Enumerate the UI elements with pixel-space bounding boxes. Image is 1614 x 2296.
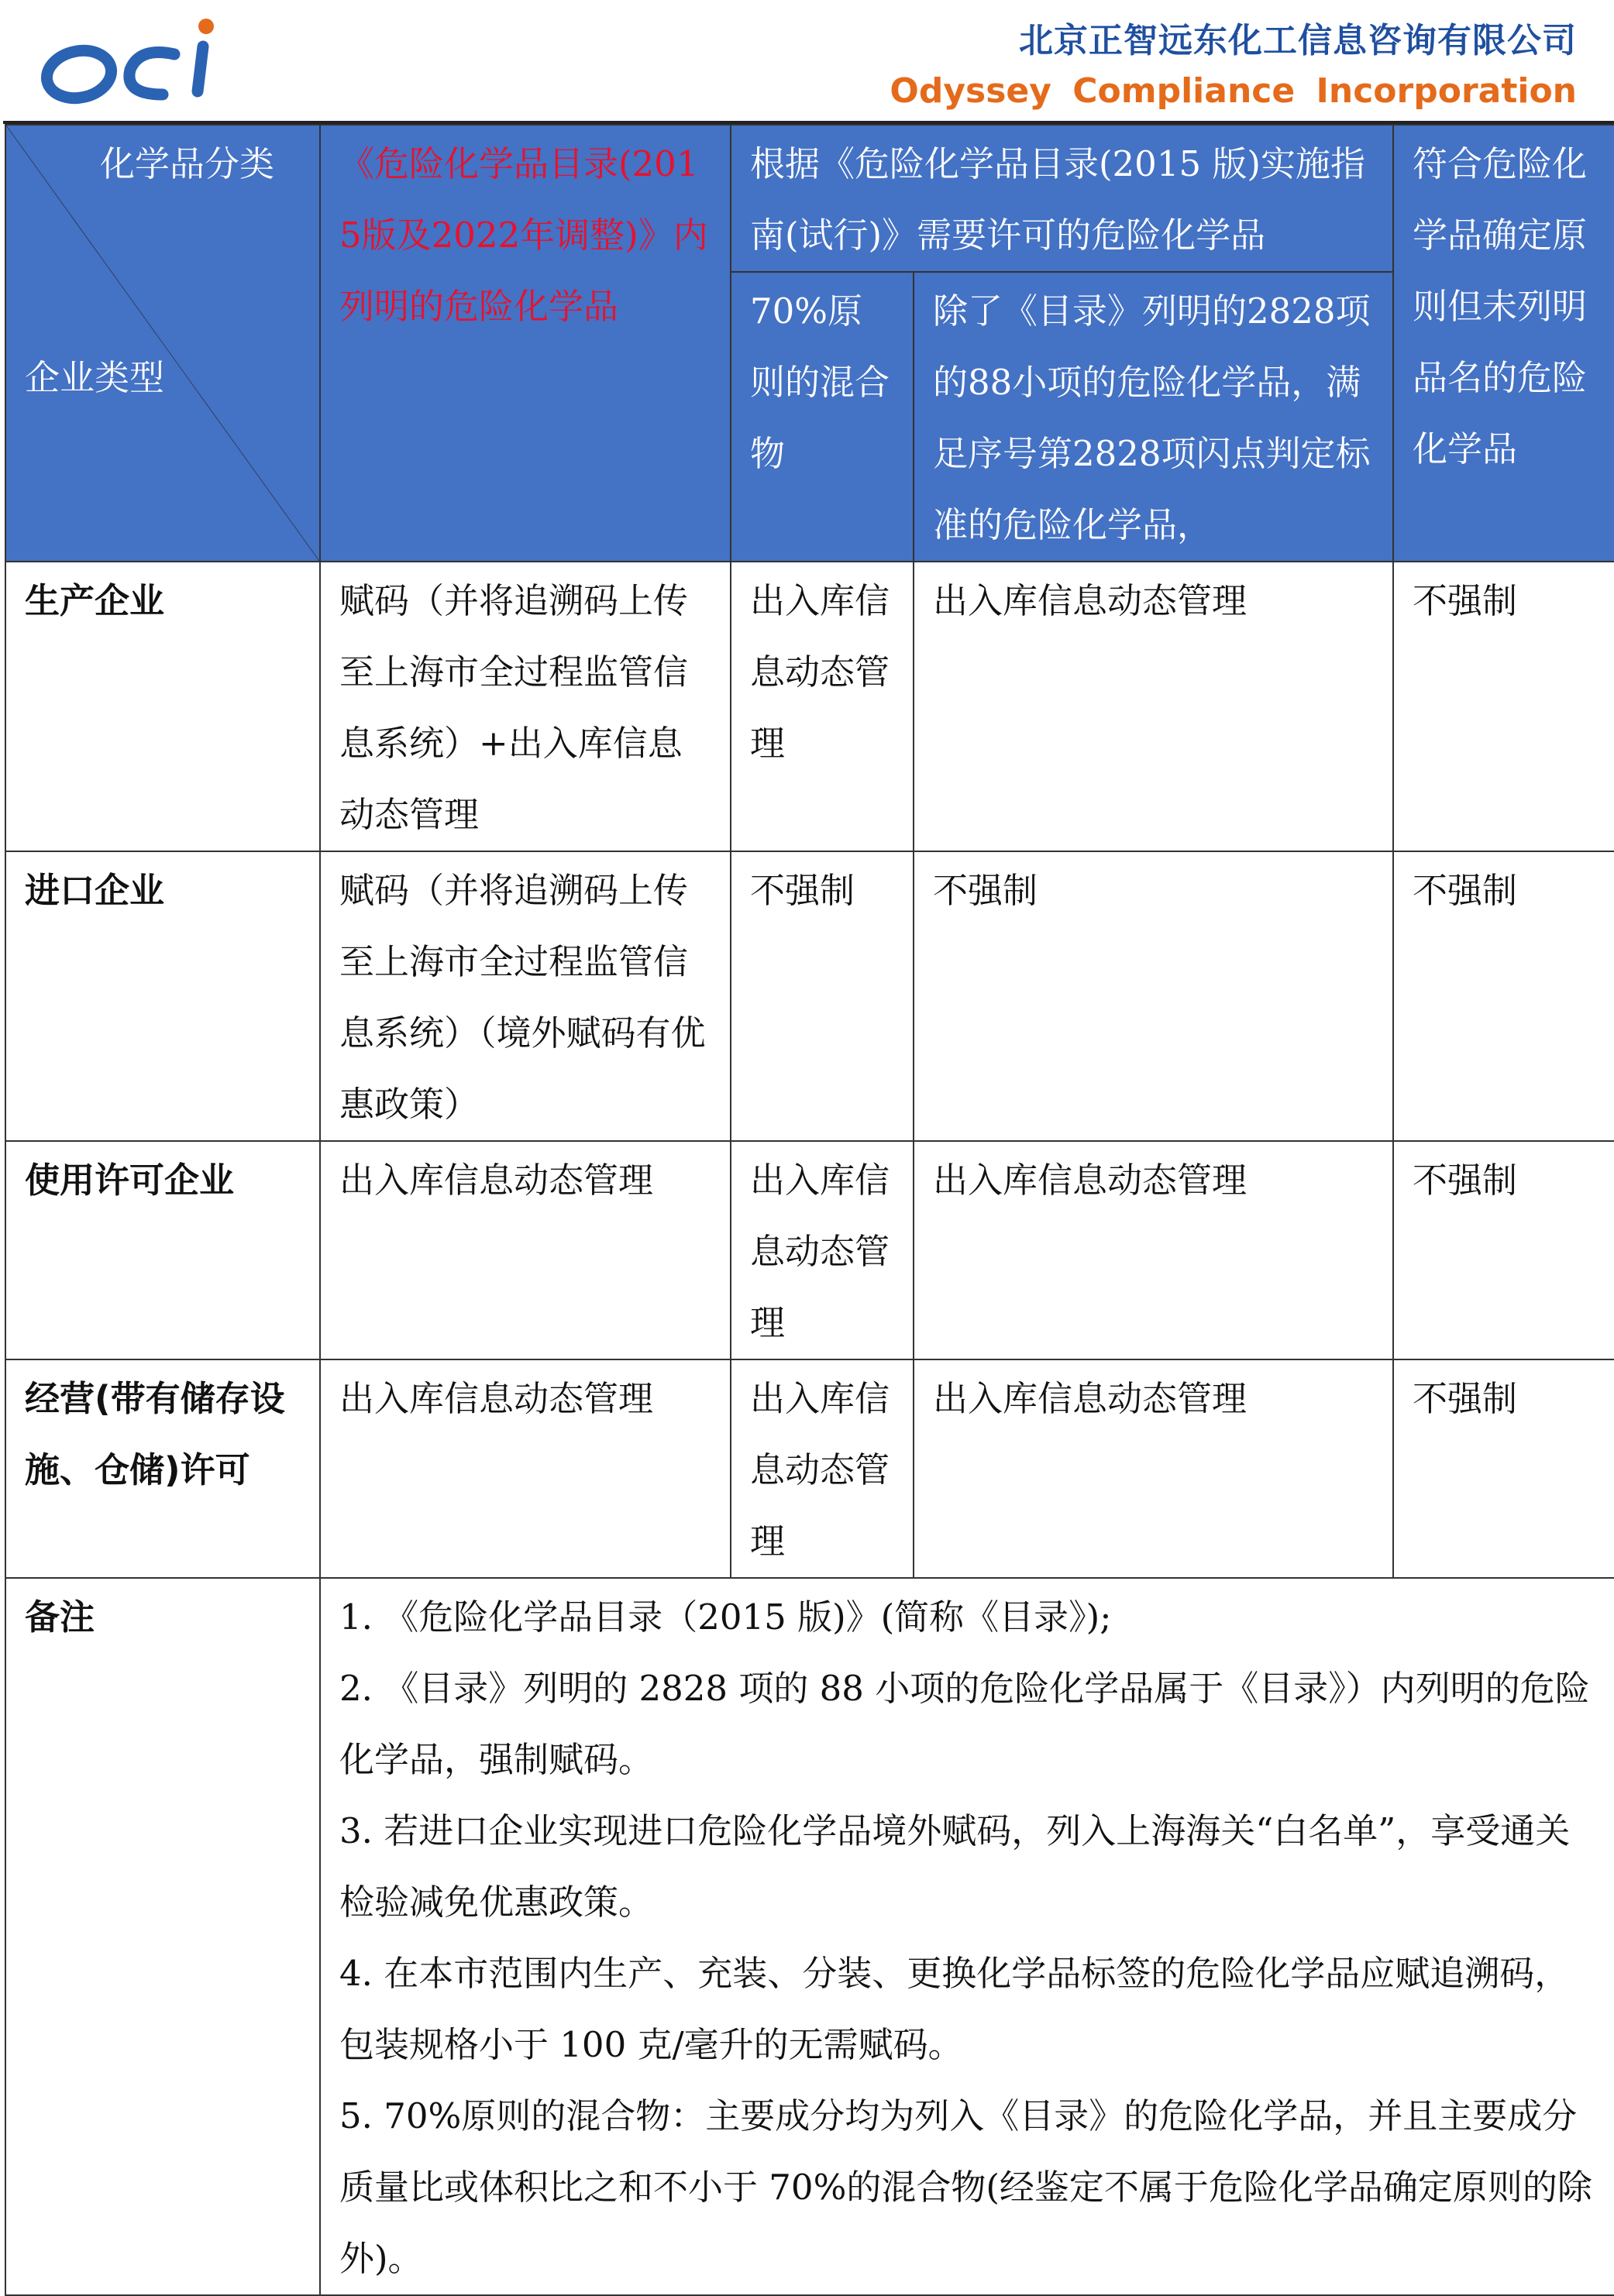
corner-bottom-label: 企业类型 — [25, 357, 165, 398]
table-cell: 不强制 — [1393, 851, 1614, 1141]
corner-top-label: 化学品分类 — [99, 143, 274, 184]
table-cell: 出入库信息动态管理 — [320, 1141, 731, 1359]
table-cell: 出入库信息动态管理 — [731, 1359, 914, 1578]
header-70-percent-mixture: 70%原则的混合物 — [731, 272, 914, 562]
table-cell: 不强制 — [914, 851, 1393, 1141]
table-row — [5, 851, 1614, 1141]
table-row — [5, 562, 1614, 851]
table-cell: 出入库信息动态管理 — [914, 1359, 1393, 1578]
header-listed-chemicals: 《危险化学品目录(2015版及2022年调整)》内列明的危险化学品 — [320, 125, 731, 562]
table-cell: 赋码（并将追溯码上传至上海市全过程监管信息系统）（境外赋码有优惠政策） — [320, 851, 731, 1141]
note-item: 3. 若进口企业实现进口危险化学品境外赋码，列入上海海关“白名单”，享受通关检验减免优惠政策。 — [339, 1810, 1571, 1923]
corner-header-cell — [5, 125, 320, 562]
note-item: 1. 《危险化学品目录（2015 版)》(简称《目录》); — [339, 1597, 1112, 1638]
table-cell: 不强制 — [731, 851, 914, 1141]
page-header — [0, 0, 1614, 124]
row-label: 经营(带有储存设施、仓储)许可 — [5, 1359, 320, 1578]
table-cell: 出入库信息动态管理 — [731, 562, 914, 851]
note-item: 5. 70%原则的混合物：主要成分均为列入《目录》的危险化学品，并且主要成分质量比或体积比之和不小于 70%的混合物(经鉴定不属于危险化学品确定原则的除外)。 — [339, 2095, 1592, 2279]
note-item: 4. 在本市范围内生产、充装、分装、更换化学品标签的危险化学品应赋追溯码，包装规格小于 100 克/毫升的无需赋码。 — [339, 1953, 1570, 2065]
table-cell: 出入库信息动态管理 — [320, 1359, 731, 1578]
table-row — [5, 1359, 1614, 1578]
header-license-group: 根据《危险化学品目录(2015 版)实施指南(试行)》需要许可的危险化学品 — [731, 125, 1393, 272]
company-name-cn: 北京正智远东化工信息咨询有限公司 — [1019, 21, 1577, 60]
note-item: 2. 《目录》列明的 2828 项的 88 小项的危险化学品属于《目录》）内列明的危险化学品，强制赋码。 — [339, 1668, 1590, 1780]
oci-logo-icon — [39, 14, 225, 107]
chemical-classification-table — [5, 124, 1614, 2296]
header-unlisted-chemicals: 符合危险化学品确定原则但未列明品名的危险化学品 — [1393, 125, 1614, 562]
notes-row — [5, 1578, 1614, 2295]
table-cell: 出入库信息动态管理 — [914, 1141, 1393, 1359]
row-label: 进口企业 — [5, 851, 320, 1141]
table-cell: 出入库信息动态管理 — [731, 1141, 914, 1359]
table-cell: 赋码（并将追溯码上传至上海市全过程监管信息系统）+出入库信息动态管理 — [320, 562, 731, 851]
table-row — [5, 1141, 1614, 1359]
table-cell: 出入库信息动态管理 — [914, 562, 1393, 851]
row-label: 使用许可企业 — [5, 1141, 320, 1359]
notes-cell — [320, 1578, 1614, 2295]
table-cell: 不强制 — [1393, 1141, 1614, 1359]
table-cell: 不强制 — [1393, 1359, 1614, 1578]
company-name-en: Odyssey Compliance Incorporation — [890, 71, 1577, 111]
header-flash-point-chemicals: 除了《目录》列明的2828项的88小项的危险化学品，满足序号第2828项闪点判定标准的危险化学品， — [914, 272, 1393, 562]
notes-label: 备注 — [5, 1578, 320, 2295]
row-label: 生产企业 — [5, 562, 320, 851]
table-cell: 不强制 — [1393, 562, 1614, 851]
